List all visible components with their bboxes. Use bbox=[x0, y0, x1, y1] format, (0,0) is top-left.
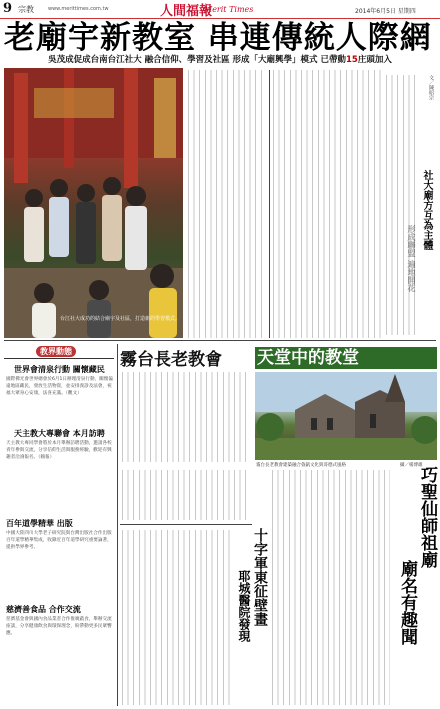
page-number: 9 bbox=[3, 1, 13, 16]
church-story-text bbox=[122, 372, 250, 462]
section-label: 宗教 bbox=[18, 5, 34, 14]
paper-logo-en: Merit Times bbox=[204, 5, 254, 14]
right-vertical-title: 巧聖仙師祖廟 bbox=[417, 466, 437, 568]
news-item-body: 中國大陸四川大學老子研究院與台灣出版社合作出版百年道學精華集成，收錄近百年道學研究重要論著，提供學界參考。 bbox=[6, 531, 112, 550]
left-column-tag: 教界動態 bbox=[36, 346, 76, 357]
news-item-title: 天主教大專聯會 本月訪聘 bbox=[14, 429, 105, 438]
side-vertical-title: 社大廟方互為主體 bbox=[421, 170, 432, 250]
lead-story-text-2 bbox=[273, 70, 383, 338]
subhead-number: 15 bbox=[346, 55, 358, 65]
news-item-title: 百年道學精華 出版 bbox=[6, 519, 73, 528]
church-story-text-2 bbox=[122, 470, 250, 520]
paper-logo: 人間福報 bbox=[160, 4, 213, 19]
church-photo-credit: 攝／楊博雄 bbox=[400, 463, 423, 468]
issue-date: 2014年6月5日 星期四 bbox=[355, 8, 416, 15]
section-divider bbox=[4, 340, 436, 341]
church-photo-caption: 霧台長老教會建築融合魯凱文化與哥德式風格 bbox=[256, 463, 346, 468]
lead-photo bbox=[4, 68, 183, 338]
church-story-title: 霧台長老教會 bbox=[120, 350, 222, 370]
news-item-title: 世界會清泉行動 關懷藏民 bbox=[14, 365, 105, 374]
lead-headline: 老廟宇新教室 串連傳統人際網 bbox=[4, 20, 432, 56]
lead-subhead bbox=[0, 54, 440, 66]
church-photo bbox=[255, 372, 437, 460]
site-url: www.merittimes.com.tw bbox=[48, 6, 109, 12]
right-vertical-title-2: 廟名有趣聞 bbox=[397, 560, 417, 645]
mid-vertical-title-2: 耶城醫院發現 bbox=[237, 570, 251, 642]
lower-story-text-2 bbox=[272, 470, 390, 705]
lead-byline: 文／陳昭宗 bbox=[428, 75, 434, 100]
column-divider bbox=[269, 70, 270, 338]
news-item-title: 慈濟善食品 合作交流 bbox=[6, 605, 81, 614]
mid-vertical-title: 十字軍東征壁畫 bbox=[252, 528, 268, 626]
news-item-body: 天主教大專同學會將於本月舉辦訪聘活動，邀請各校青年參與交流，分享信仰生活與服務經驗，歡迎有興趣者洽詢報名。（賴報） bbox=[6, 441, 112, 460]
news-item-body: 國際佛光會世界總會於6月1日辦理清泉行動，關懷偏遠地區藏民，發放生活物資，並安排義診及法會，祝福大眾身心安康，法喜充滿。（觀文） bbox=[6, 377, 113, 396]
lower-story-text-1 bbox=[122, 530, 234, 705]
temple-group-illustration bbox=[4, 68, 183, 338]
news-item-body: 慈濟基金會與國內食品業者合作推廣蔬食，舉辦交流座談，分享健康飲食與環保理念，盼帶動更多民眾響應。 bbox=[6, 617, 112, 636]
lead-photo-caption: 台江社大成功的結合廟宇及社區，打造新的學習模式。 bbox=[59, 316, 180, 322]
subhead-post: 庄頭加入 bbox=[357, 55, 392, 65]
subhead-pre: 吳茂成促成台南台江社大 融合信仰、學習及社區 形成「大廟興學」模式 已帶動 bbox=[48, 55, 347, 65]
column-divider bbox=[117, 344, 118, 706]
church-story-title-2: 天堂中的教堂 bbox=[255, 347, 437, 369]
lead-story-text-3 bbox=[386, 75, 416, 335]
church-illustration bbox=[255, 372, 437, 460]
lead-story-text-1 bbox=[188, 70, 266, 338]
section-divider-mid bbox=[120, 524, 252, 525]
